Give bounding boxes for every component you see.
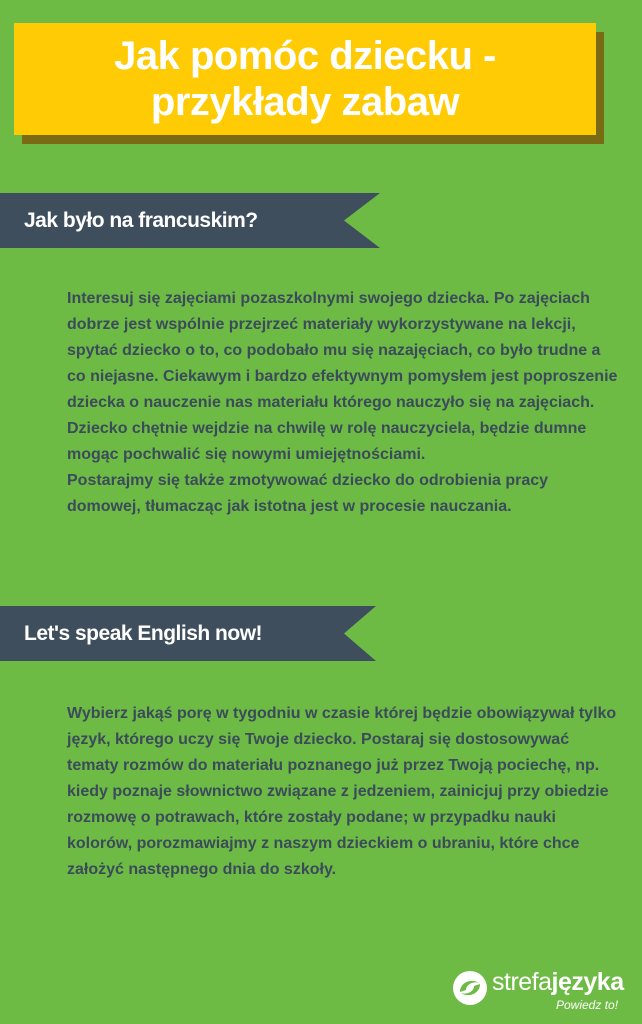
logo-mark-icon — [452, 970, 488, 1006]
logo-wordmark — [492, 968, 624, 997]
section-body-english — [67, 701, 622, 883]
brand-logo — [452, 964, 632, 1016]
paragraph: Interesuj się zajęciami pozaszkolnymi swojego dziecka. Po zajęciach dobrze jest wspólnie przejrzeć materiały wykorzystywane na lekcji, spytać dziecko o to, co podobało mu się nazajęciach, co było trudne a co niejasne. Ciekawym i bardzo efektywnym pomysłem jest poproszenie dziecka o nauczenie nas materiału którego nauczyło się na zajęciach. Dziecko chętnie wejdzie na chwilę w rolę nauczyciela, będzie dumne mogąc pochwalić się nowymi umiejętnościami. — [67, 290, 618, 463]
section-heading-french: Jak było na francuskim? — [24, 209, 258, 232]
title-line-1: Jak pomóc dziecku - — [114, 34, 496, 78]
section-banner-french — [0, 193, 380, 248]
title-box — [14, 23, 596, 135]
logo-word-bold: języka — [551, 968, 624, 996]
paragraph: Wybierz jakąś porę w tygodniu w czasie której będzie obowiązywał tylko język, którego uczy się Twoje dziecko. Postaraj się dostosowywać tematy rozmów do materiału poznanego już przez Twoją pociechę, np. kiedy poznaje słownictwo związane z jedzeniem, zainicjuj przy obiedzie rozmowę o potrawach, które zostały podane; w przypadku nauki kolorów, porozmawiajmy z naszym dzieckiem o ubraniu, które chce założyć następnego dnia do szkoły. — [67, 705, 617, 878]
paragraph: Postarajmy się także zmotywować dziecko do odrobienia pracy domowej, tłumacząc jak istotna jest w procesie nauczania. — [67, 472, 549, 515]
title-line-2: przykłady zabaw — [150, 80, 460, 124]
logo-word-light: strefa — [492, 968, 552, 996]
logo-tagline: Powiedz to! — [556, 998, 619, 1012]
section-body-french — [67, 286, 622, 520]
section-heading-english: Let's speak English now! — [24, 622, 263, 645]
section-banner-english — [0, 606, 376, 661]
